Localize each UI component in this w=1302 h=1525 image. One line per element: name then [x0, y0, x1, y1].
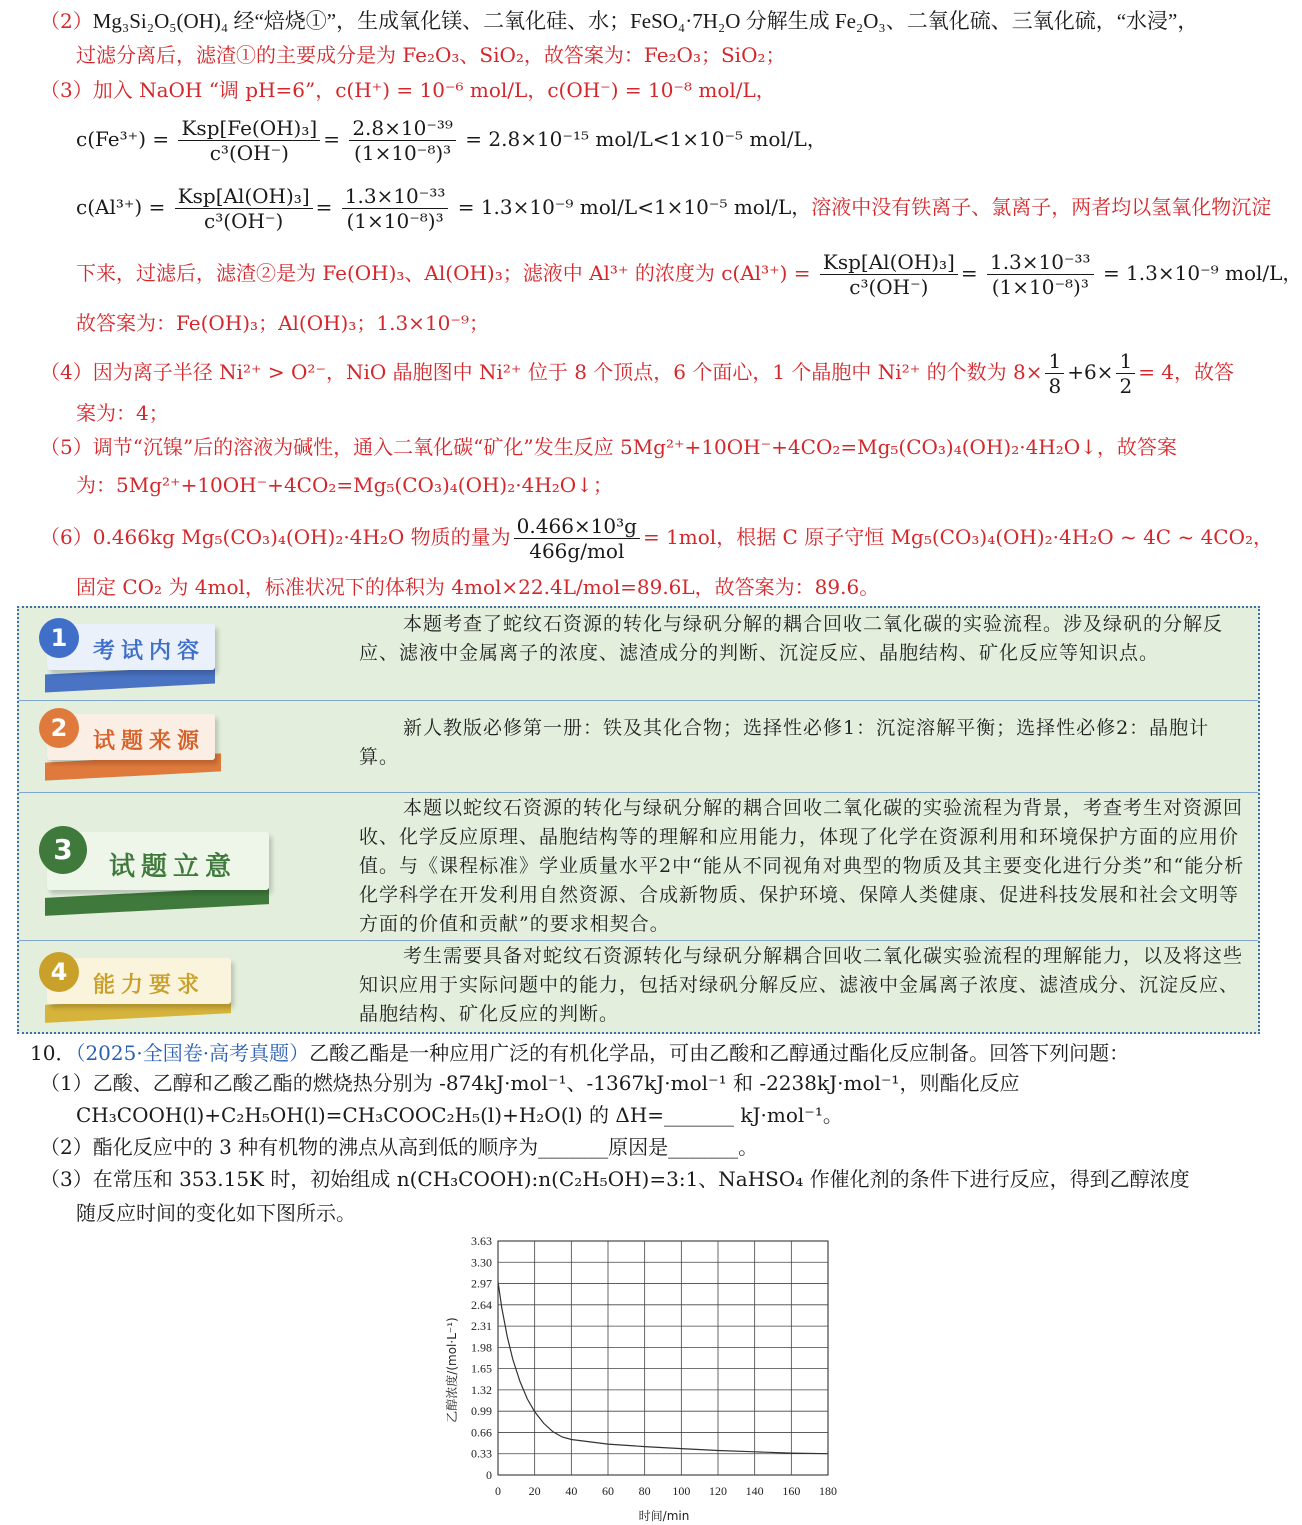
q4-l1b: = 4，故答 — [1138, 360, 1235, 384]
analysis-box — [17, 606, 1260, 1034]
q4-mid: +6× — [1067, 360, 1114, 384]
q3-l4a: 下来，过滤后，滤渣②是为 Fe(OH)₃、Al(OH)₃；滤液中 Al³⁺ 的浓度为 c(Al³⁺) = — [76, 261, 811, 285]
q4-l1a: （4）因为离子半径 Ni²⁺ > O²⁻，NiO 晶胞图中 Ni²⁺ 位于 8 个顶点，6 个面心，1 个晶胞中 Ni²⁺ 的个数为 8× — [40, 360, 1043, 384]
q3-line5: 故答案为：Fe(OH)₃；Al(OH)₃；1.3×10⁻⁹； — [76, 311, 489, 335]
q6-f-den: 466g/mol — [529, 539, 625, 563]
fe-frac1-den: c³(OH⁻) — [209, 141, 289, 165]
q6-l1b: = 1mol，根据 C 原子守恒 Mg₅(CO₃)₄(OH)₂·4H₂O ~ 4C ~ 4CO₂， — [642, 525, 1274, 549]
x-tick-label: 20 — [528, 1484, 541, 1498]
q6-line2: 固定 CO₂ 为 4mol，标准状况下的体积为 4mol×22.4L/mol=89.6L，故答案为：89.6。 — [76, 575, 880, 599]
y-tick-label: 1.98 — [471, 1340, 492, 1355]
l4-frac2-den: (1×10⁻⁸)³ — [991, 275, 1089, 299]
al-frac2-num: 1.3×10⁻³³ — [342, 184, 449, 209]
q10-p2: （2）酯化反应中的 3 种有机物的沸点从高到低的顺序为_______原因是_______。 — [40, 1135, 759, 1159]
tag-number: 1 — [39, 618, 79, 658]
fe-rhs: = 2.8×10⁻¹⁵ mol/L<1×10⁻⁵ mol/L， — [465, 127, 827, 151]
ethanol-concentration-chart — [430, 1228, 850, 1525]
l4-frac1-num: Ksp[Al(OH)₃] — [820, 250, 958, 275]
al-frac1-den: c³(OH⁻) — [204, 209, 284, 233]
al-rhs: = 1.3×10⁻⁹ mol/L<1×10⁻⁵ mol/L， — [457, 195, 812, 219]
y-tick-label: 0 — [486, 1468, 492, 1482]
fe-frac1-num: Ksp[Fe(OH)₃] — [178, 116, 320, 141]
section-source — [19, 700, 1258, 793]
x-tick-label: 40 — [565, 1484, 578, 1498]
y-tick-label: 0.99 — [471, 1404, 492, 1419]
q2-text: Mg₃Si₂O₅(OH)₄ 经“焙烧①”，生成氧化镁、二氧化硅、水；FeSO₄·7H₂O 分解生成 Fe₂O₃、二氧化硫、三氧化硫，“水浸”， — [92, 9, 1199, 33]
q10-intro-line — [30, 1038, 1253, 1068]
y-tick-label: 2.64 — [471, 1297, 492, 1312]
tag-exam-content — [47, 624, 215, 670]
section-exam-content — [19, 608, 1258, 701]
x-tick-labels — [495, 1484, 837, 1498]
y-tick-label: 3.63 — [471, 1234, 492, 1248]
y-tick-label: 0.66 — [471, 1425, 492, 1440]
y-tick-labels — [471, 1234, 492, 1482]
x-tick-label: 180 — [819, 1484, 837, 1498]
q10-number: 10． — [30, 1041, 76, 1065]
tag-label: 试题立意 — [109, 852, 238, 882]
q4-f1-den: 8 — [1048, 374, 1062, 398]
al-frac2-den: (1×10⁻⁸)³ — [346, 209, 444, 233]
q4-f2-den: 2 — [1119, 374, 1133, 398]
x-tick-label: 160 — [782, 1484, 801, 1498]
y-tick-label: 1.32 — [471, 1382, 492, 1397]
q3-line1: （3）加入 NaOH “调 pH=6”，c(H⁺) = 10⁻⁶ mol/L，c(OH⁻) = 10⁻⁸ mol/L， — [40, 78, 776, 102]
y-tick-label: 1.65 — [471, 1361, 492, 1376]
al-tail: 溶液中没有铁离子、氯离子，两者均以氢氧化物沉淀 — [811, 195, 1272, 219]
q10-intro: 乙酸乙酯是一种应用广泛的有机化学品，可由乙酸和乙醇通过酯化反应制备。回答下列问题： — [309, 1041, 1130, 1065]
q6-f-num: 0.466×10³g — [514, 514, 640, 539]
tag-label: 考试内容 — [93, 639, 206, 664]
tag-label: 能力要求 — [93, 973, 206, 998]
tag-source — [47, 714, 215, 760]
al-lhs: c(Al³⁺) = — [76, 195, 166, 219]
y-tick-label: 2.31 — [471, 1319, 492, 1334]
fe-frac2-num: 2.8×10⁻³⁹ — [349, 116, 456, 141]
x-axis-label: 时间/min — [638, 1509, 690, 1523]
y-tick-label: 3.30 — [471, 1255, 492, 1270]
l4-frac1-den: c³(OH⁻) — [849, 275, 929, 299]
section-intent — [19, 792, 1258, 941]
plot-frame — [498, 1241, 828, 1475]
section-text: 本题以蛇纹石资源的转化与绿矾分解的耦合回收二氧化碳的实验流程为背景，考查考生对资源回收、化学反应原理、晶胞结构等的理解和应用能力，体现了化学在资源利用和环境保护方面的应用价值。与《课程标准》学业质量水平2中“能从不同视角对典型的物质及其主要变化进行分类”和“能分析化学科学在开发利用自然资源、合成新物质、保护环境、保障人类健康、促进科技发展和社会文明等方面的价值和贡献”的要求相契合。 — [359, 797, 1245, 935]
q3-line4: 下来，过滤后，滤渣②是为 Fe(OH)₃、Al(OH)₃；滤液中 Al³⁺ 的浓度为 c(Al³⁺) = $\frac{\text{Ksp[Al(OH)₃]}}{\text{c³(OH⁻)}}$ = $\frac{\text{1.3×10⁻³³}}{\text{(1×10⁻⁸)³}}$ = 1.3×10⁻⁹ mol/L， — [76, 250, 1302, 299]
section-text: 本题考查了蛇纹石资源的转化与绿矾分解的耦合回收二氧化碳的实验流程。涉及绿矾的分解反应、滤液中金属离子的浓度、滤渣成分的判断、沉淀反应、晶胞结构、矿化反应等知识点。 — [359, 613, 1224, 664]
section-ability — [19, 940, 1258, 1032]
q4-line2: 案为：4； — [76, 401, 169, 425]
q10-source: （2025·全国卷·高考真题） — [75, 1041, 310, 1065]
al-frac1-num: Ksp[Al(OH)₃] — [175, 184, 313, 209]
tag-number: 3 — [39, 826, 87, 874]
q10-p1b: CH₃COOH(l)+C₂H₅OH(l)=CH₃COOC₂H₅(l)+H₂O(l) 的 ΔH=_______ kJ·mol⁻¹。 — [76, 1103, 843, 1127]
x-tick-label: 60 — [602, 1484, 614, 1498]
l4-frac2-num: 1.3×10⁻³³ — [987, 250, 1094, 275]
q6-line1 — [40, 510, 1274, 564]
q5-line2: 为：5Mg²⁺+10OH⁻+4CO₂=Mg₅(CO₃)₄(OH)₂·4H₂O↓； — [76, 473, 613, 497]
q4-f1-num: 1 — [1045, 349, 1064, 374]
q10-p3b: 随反应时间的变化如下图所示。 — [76, 1201, 356, 1225]
q10-p3a: （3）在常压和 353.15K 时，初始组成 n(CH₃COOH):n(C₂H₅OH)=3:1、NaHSO₄ 作催化剂的条件下进行反应，得到乙醇浓度 — [40, 1167, 1190, 1191]
q4-line1 — [40, 348, 1253, 396]
q3-l4b: = 1.3×10⁻⁹ mol/L， — [1102, 261, 1302, 285]
tag-number: 4 — [39, 952, 79, 992]
y-tick-label: 2.97 — [471, 1276, 492, 1291]
x-tick-label: 140 — [745, 1484, 764, 1498]
q10-p1a: （1）乙酸、乙醇和乙酸乙酯的燃烧热分别为 -874kJ·mol⁻¹、-1367kJ·mol⁻¹ 和 -2238kJ·mol⁻¹，则酯化反应 — [40, 1071, 1020, 1095]
x-tick-label: 100 — [672, 1484, 691, 1498]
x-tick-label: 120 — [709, 1484, 727, 1498]
y-axis-label: 乙醇浓度/(mol·L⁻¹) — [445, 1317, 459, 1423]
q3-fe-equation: c(Fe³⁺) = $\frac{\text{Ksp[Fe(OH)₃]}}{\text{c³(OH⁻)}}$ = $\frac{\text{2.8×10⁻³⁹}}{\text{(1×10⁻⁸)³}}$ = 2.8×10⁻¹⁵ mol/L<1×10⁻⁵ mol/L， — [76, 116, 827, 165]
tag-intent — [47, 832, 269, 890]
q2-line1 — [40, 6, 1253, 36]
q3-al-equation: c(Al³⁺) = $\frac{\text{Ksp[Al(OH)₃]}}{\text{c³(OH⁻)}}$ = $\frac{\text{1.3×10⁻³³}}{\text{(1×10⁻⁸)³}}$ = 1.3×10⁻⁹ mol/L<1×10⁻⁵ mol/L，溶液中没有铁离子、氯离子，两者均以氢氧化物沉淀 — [76, 184, 1272, 233]
y-tick-label: 0.33 — [471, 1446, 492, 1461]
series-line-ethanol — [498, 1282, 828, 1454]
q5-line1: （5）调节“沉镍”后的溶液为碱性，通入二氧化碳“矿化”发生反应 5Mg²⁺+10OH⁻+4CO₂=Mg₅(CO₃)₄(OH)₂·4H₂O↓，故答案 — [40, 435, 1177, 459]
section-text: 新人教版必修第一册：铁及其化合物；选择性必修1：沉淀溶解平衡；选择性必修2：晶胞计算。 — [359, 717, 1210, 768]
chart-grid — [498, 1241, 828, 1475]
fe-frac2-den: (1×10⁻⁸)³ — [354, 141, 452, 165]
x-tick-label: 0 — [495, 1484, 501, 1498]
tag-label: 试题来源 — [93, 729, 206, 754]
fe-lhs: c(Fe³⁺) = — [76, 127, 170, 151]
q4-f2-num: 1 — [1116, 349, 1135, 374]
q2-line2: 过滤分离后，滤渣①的主要成分是为 Fe₂O₃、SiO₂，故答案为：Fe₂O₃；SiO₂； — [76, 43, 786, 67]
x-tick-label: 80 — [638, 1484, 651, 1498]
q2-num: （2） — [40, 9, 93, 33]
section-text: 考生需要具备对蛇纹石资源转化与绿矾分解耦合回收二氧化碳实验流程的理解能力，以及将这些知识应用于实际问题中的能力，包括对绿矾分解反应、滤液中金属离子浓度、滤渣成分、沉淀反应、晶胞结构、矿化反应的判断。 — [359, 945, 1244, 1025]
tag-ability — [47, 958, 231, 1004]
q6-l1a: （6）0.466kg Mg₅(CO₃)₄(OH)₂·4H₂O 物质的量为 — [40, 525, 511, 549]
tag-number: 2 — [39, 708, 79, 748]
